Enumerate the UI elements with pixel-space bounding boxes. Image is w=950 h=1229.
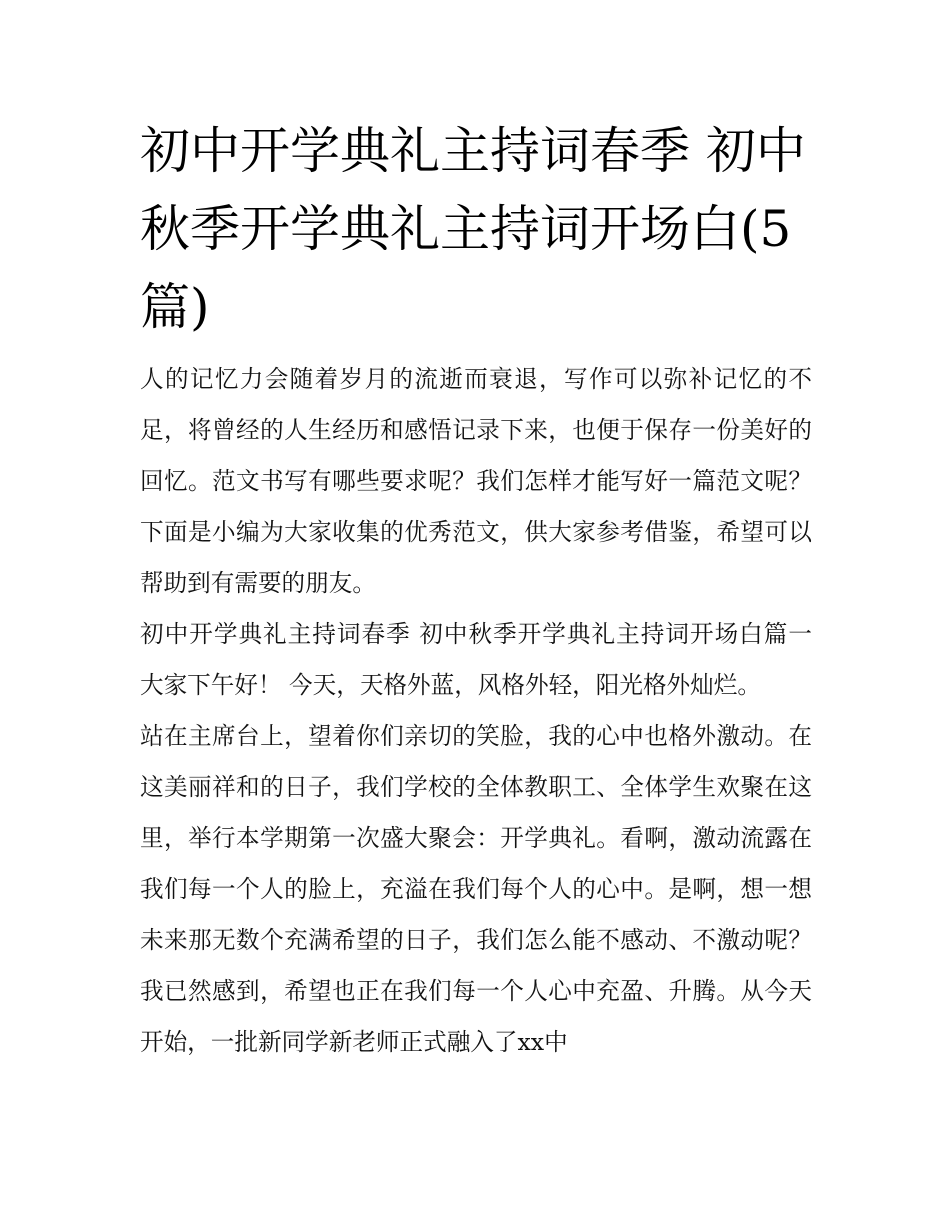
speech-paragraph: 站在主席台上，望着你们亲切的笑脸，我的心中也格外激动。在这美丽祥和的日子，我们学校的全体教职工、全体学生欢聚在这里，举行本学期第一次盛大聚会：开学典礼。看啊，激动流露在我们每一个人的脸上，充溢在我们每个人的心中。是啊，想一想未来那无数个充满希望的日子，我们怎么能不感动、不激动呢？我已然感到，希望也正在我们每一个人心中充盈、升腾。从今天开始，一批新同学新老师正式融入了xx中 [140,722,812,1056]
intro-paragraph: 人的记忆力会随着岁月的流逝而衰退，写作可以弥补记忆的不足，将曾经的人生经历和感悟记录下来，也便于保存一份美好的回忆。范文书写有哪些要求呢？我们怎样才能写好一篇范文呢？下面是小编为大家收集的优秀范文，供大家参考借鉴，希望可以帮助到有需要的朋友。 [140,365,812,597]
document-title: 初中开学典礼主持词春季 初中秋季开学典礼主持词开场白(5篇) [140,122,806,336]
document-body [140,112,812,1068]
section-heading-paragraph: 初中开学典礼主持词春季 初中秋季开学典礼主持词开场白篇一 大家下午好！ 今天，天格外蓝，风格外轻，阳光格外灿烂。 [140,620,812,699]
